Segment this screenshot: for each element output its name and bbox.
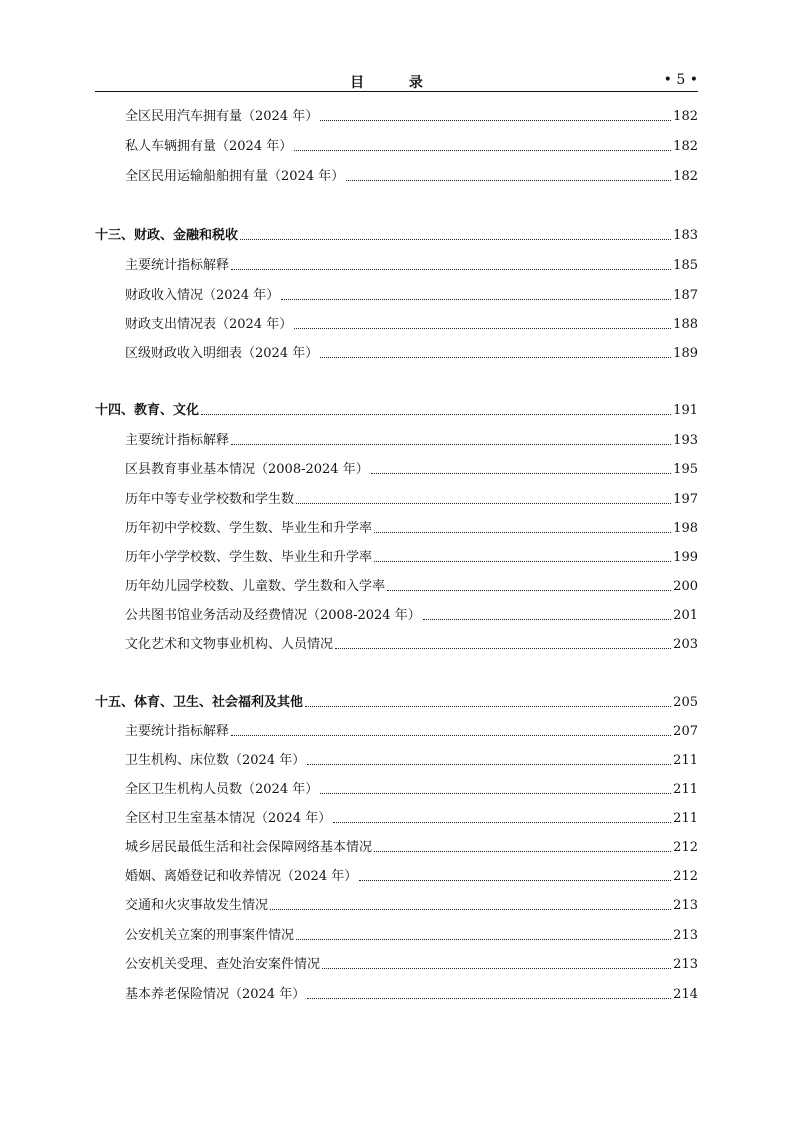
dot-leader xyxy=(305,706,671,707)
toc-entry-page-number: 212 xyxy=(673,869,698,884)
dot-leader xyxy=(231,444,671,445)
toc-entry[interactable] xyxy=(125,865,698,885)
toc-entry-label: 私人车辆拥有量（2024 年） xyxy=(125,139,293,154)
dot-leader xyxy=(231,269,671,270)
toc-entry-page-number: 200 xyxy=(673,579,698,594)
toc-entry[interactable] xyxy=(125,342,698,362)
toc-entry-page-number: 211 xyxy=(673,811,698,826)
toc-entry-page-number: 213 xyxy=(673,957,698,972)
dot-leader xyxy=(294,328,671,329)
dot-leader xyxy=(231,735,671,736)
dot-leader xyxy=(387,590,671,591)
toc-entry-label: 公安机关立案的刑事案件情况 xyxy=(125,928,295,943)
toc-entry[interactable] xyxy=(125,604,698,624)
toc-entry[interactable] xyxy=(125,458,698,478)
dot-leader xyxy=(240,239,671,240)
toc-entry[interactable] xyxy=(125,284,698,304)
toc-entry-label: 区县教育事业基本情况（2008-2024 年） xyxy=(125,462,369,477)
toc-entry-label: 婚姻、离婚登记和收养情况（2024 年） xyxy=(125,869,358,884)
toc-entry-page-number: 193 xyxy=(673,433,698,448)
toc-entry-page-number: 211 xyxy=(673,782,698,797)
dot-leader xyxy=(294,150,671,151)
toc-entry-label: 财政收入情况（2024 年） xyxy=(125,288,280,303)
toc-entry-page-number: 185 xyxy=(673,258,698,273)
toc-entry-page-number: 182 xyxy=(673,109,698,124)
toc-entry[interactable] xyxy=(125,807,698,827)
toc-entry-page-number: 207 xyxy=(673,724,698,739)
toc-entry-label: 十三、财政、金融和税收 xyxy=(95,228,239,243)
toc-entry-label: 主要统计指标解释 xyxy=(125,724,230,739)
toc-entry[interactable] xyxy=(125,894,698,914)
dot-leader xyxy=(322,968,671,969)
toc-entry[interactable] xyxy=(125,429,698,449)
dot-leader xyxy=(307,998,671,999)
toc-entry[interactable] xyxy=(125,575,698,595)
toc-entry-label: 历年幼儿园学校数、儿童数、学生数和入学率 xyxy=(125,579,386,594)
dot-leader xyxy=(320,357,671,358)
toc-entry-page-number: 187 xyxy=(673,288,698,303)
toc-entry-page-number: 201 xyxy=(673,608,698,623)
dot-leader xyxy=(296,939,671,940)
toc-entry-page-number: 213 xyxy=(673,928,698,943)
toc-entry-page-number: 198 xyxy=(673,521,698,536)
toc-entry-page-number: 197 xyxy=(673,492,698,507)
toc-entry-page-number: 213 xyxy=(673,898,698,913)
toc-entry[interactable] xyxy=(125,254,698,274)
toc-entry-label: 公共图书馆业务活动及经费情况（2008-2024 年） xyxy=(125,608,421,623)
toc-entry-label: 主要统计指标解释 xyxy=(125,433,230,448)
toc-entry-page-number: 212 xyxy=(673,840,698,855)
toc-entry[interactable] xyxy=(125,953,698,973)
dot-leader xyxy=(374,561,671,562)
toc-entry-label: 历年中等专业学校数和学生数 xyxy=(125,492,295,507)
toc-entry-label: 交通和火灾事故发生情况 xyxy=(125,898,269,913)
dot-leader xyxy=(374,851,671,852)
toc-entry-page-number: 211 xyxy=(673,753,698,768)
toc-entry[interactable] xyxy=(125,488,698,508)
toc-entry-page-number: 182 xyxy=(673,139,698,154)
dot-leader xyxy=(335,648,671,649)
toc-entry[interactable] xyxy=(125,924,698,944)
toc-entry[interactable] xyxy=(125,165,698,185)
toc-entry-page-number: 183 xyxy=(673,228,698,243)
toc-entry-label: 城乡居民最低生活和社会保障网络基本情况 xyxy=(125,840,373,855)
dot-leader xyxy=(359,880,671,881)
dot-leader xyxy=(307,764,671,765)
toc-entry-label: 全区民用汽车拥有量（2024 年） xyxy=(125,109,319,124)
toc-entry-label: 全区民用运输船舶拥有量（2024 年） xyxy=(125,169,345,184)
toc-entry[interactable] xyxy=(125,105,698,125)
toc-entry-label: 卫生机构、床位数（2024 年） xyxy=(125,753,306,768)
toc-section-entry[interactable] xyxy=(95,224,698,244)
toc-entry-page-number: 203 xyxy=(673,637,698,652)
dot-leader xyxy=(346,180,671,181)
toc-entry[interactable] xyxy=(125,313,698,333)
toc-entry-page-number: 205 xyxy=(673,695,698,710)
page-header xyxy=(95,72,698,90)
toc-entry[interactable] xyxy=(125,546,698,566)
dot-leader xyxy=(371,473,671,474)
page-title: 目 录 xyxy=(350,75,443,91)
toc-section-entry[interactable] xyxy=(95,399,698,419)
toc-entry[interactable] xyxy=(125,135,698,155)
toc-entry-label: 公安机关受理、查处治安案件情况 xyxy=(125,957,321,972)
toc-entry-label: 历年初中学校数、学生数、毕业生和升学率 xyxy=(125,521,373,536)
toc-entry-page-number: 188 xyxy=(673,317,698,332)
dot-leader xyxy=(333,822,671,823)
toc-entry-label: 全区村卫生室基本情况（2024 年） xyxy=(125,811,332,826)
toc-entry[interactable] xyxy=(125,983,698,1003)
toc-entry-page-number: 199 xyxy=(673,550,698,565)
toc-entry-label: 财政支出情况表（2024 年） xyxy=(125,317,293,332)
toc-entry-page-number: 182 xyxy=(673,169,698,184)
toc-entry-page-number: 191 xyxy=(673,403,698,418)
dot-leader xyxy=(374,532,671,533)
header-divider xyxy=(95,91,698,92)
toc-entry[interactable] xyxy=(125,720,698,740)
dot-leader xyxy=(423,619,671,620)
toc-entry[interactable] xyxy=(125,749,698,769)
page-number: • 5 • xyxy=(663,72,698,88)
toc-entry[interactable] xyxy=(125,778,698,798)
dot-leader xyxy=(296,503,671,504)
dot-leader xyxy=(270,909,671,910)
toc-entry-label: 十五、体育、卫生、社会福利及其他 xyxy=(95,695,304,710)
toc-entry-page-number: 214 xyxy=(673,987,698,1002)
toc-entry-label: 文化艺术和文物事业机构、人员情况 xyxy=(125,637,334,652)
toc-entry[interactable] xyxy=(125,836,698,856)
toc-entry-label: 区级财政收入明细表（2024 年） xyxy=(125,346,319,361)
toc-entry-label: 主要统计指标解释 xyxy=(125,258,230,273)
toc-entry-label: 十四、教育、文化 xyxy=(95,403,200,418)
dot-leader xyxy=(201,414,671,415)
toc-entry-page-number: 189 xyxy=(673,346,698,361)
toc-section-entry[interactable] xyxy=(95,691,698,711)
toc-entry-label: 全区卫生机构人员数（2024 年） xyxy=(125,782,319,797)
dot-leader xyxy=(320,793,671,794)
toc-entry[interactable] xyxy=(125,517,698,537)
toc-entry-page-number: 195 xyxy=(673,462,698,477)
toc-entry-label: 基本养老保险情况（2024 年） xyxy=(125,987,306,1002)
dot-leader xyxy=(320,120,671,121)
dot-leader xyxy=(281,299,671,300)
toc-entry-label: 历年小学学校数、学生数、毕业生和升学率 xyxy=(125,550,373,565)
toc-entry[interactable] xyxy=(125,633,698,653)
